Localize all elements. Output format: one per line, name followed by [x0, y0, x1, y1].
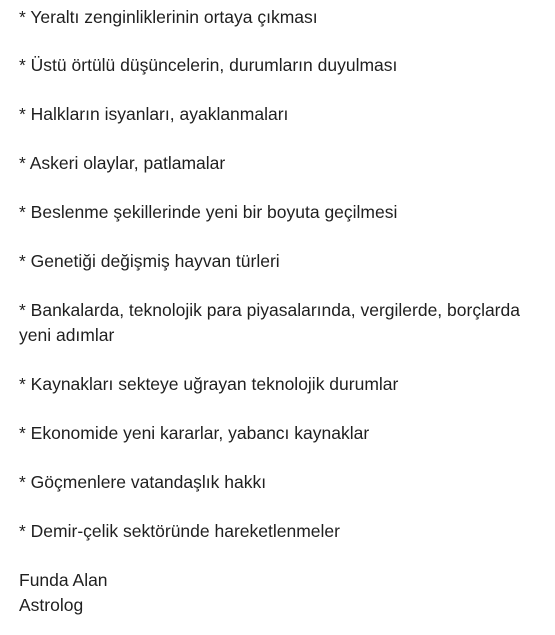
signature-name: Funda Alan	[19, 570, 108, 590]
list-item: * Yeraltı zenginliklerinin ortaya çıkması	[19, 7, 318, 27]
list-item: * Bankalarda, teknolojik para piyasalarında, vergilerde, borçlarda yeni adımlar	[19, 300, 520, 345]
list-item: * Beslenme şekillerinde yeni bir boyuta geçilmesi	[19, 202, 398, 222]
list-item: * Kaynakları sekteye uğrayan teknolojik durumlar	[19, 374, 399, 394]
list-item: * Demir-çelik sektöründe hareketlenmeler	[19, 521, 340, 541]
signature	[19, 568, 547, 618]
list-item: * Askeri olaylar, patlamalar	[19, 153, 226, 173]
list-item: * Ekonomide yeni kararlar, yabancı kaynaklar	[19, 423, 370, 443]
list-item: * Halkların isyanları, ayaklanmaları	[19, 104, 289, 124]
list-item: * Üstü örtülü düşüncelerin, durumların duyulması	[19, 55, 398, 75]
list-item: * Genetiği değişmiş hayvan türleri	[19, 251, 280, 271]
signature-title: Astrolog	[19, 595, 84, 615]
document-body	[19, 5, 547, 618]
list-item: * Göçmenlere vatandaşlık hakkı	[19, 472, 267, 492]
